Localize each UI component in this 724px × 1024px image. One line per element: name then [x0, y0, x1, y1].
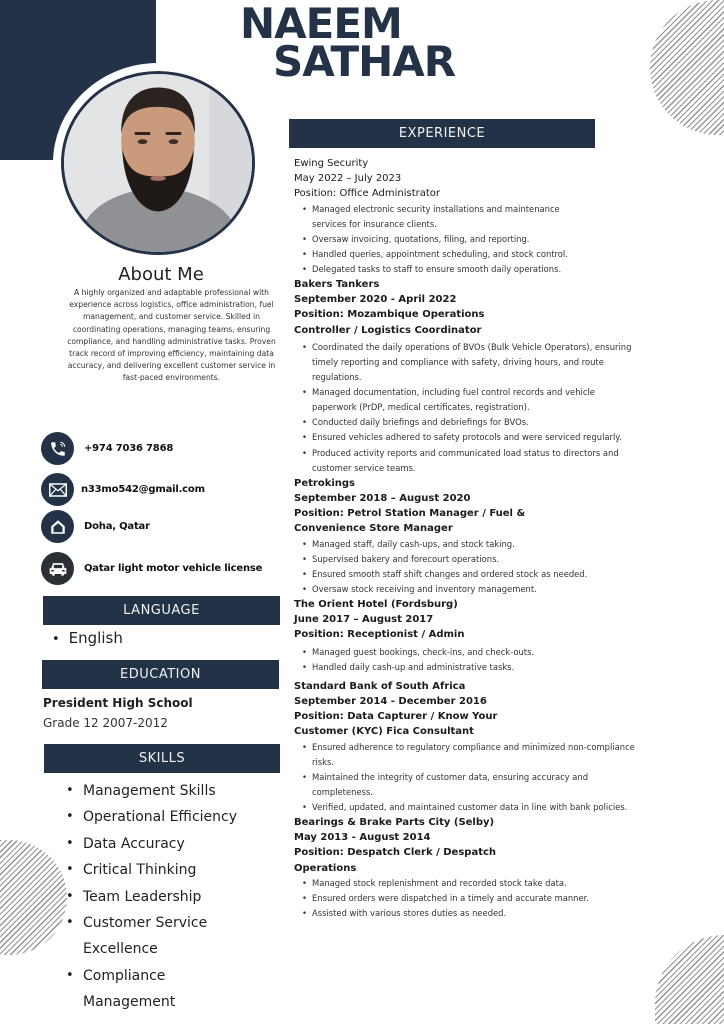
- job-dates: September 2020 - April 2022: [294, 294, 457, 306]
- contact-email-text[interactable]: n33mo542@gmail.com: [81, 484, 205, 495]
- job-company: Bakers Tankers: [294, 279, 380, 291]
- skill-item: • Operational Efficiency: [66, 804, 256, 830]
- job-bullet: • Coordinated the daily operations of BVOs (Bulk Vehicle Operators), ensuring timely reporting and compliance with safety, driving hours, and route regulations.: [302, 340, 642, 385]
- skill-item: • Data Accuracy: [66, 831, 256, 857]
- job-bullet: • Managed guest bookings, check-ins, and check-outs.: [302, 645, 642, 660]
- contact-license-text: Qatar light motor vehicle license: [84, 563, 263, 574]
- job-entry: [294, 815, 644, 921]
- job-company: The Orient Hotel (Fordsburg): [294, 598, 458, 610]
- skills-heading: SKILLS: [44, 744, 280, 773]
- profile-photo: [61, 71, 255, 255]
- last-name: SATHAR: [273, 37, 456, 86]
- contact-license: [41, 552, 262, 585]
- job-position: Position: Petrol Station Manager / Fuel & Convenience Store Manager: [294, 508, 526, 535]
- job-bullets: [302, 537, 642, 597]
- language-list: [52, 629, 123, 647]
- decorative-hatched-circle: [655, 935, 724, 1024]
- job-bullet: • Verified, updated, and maintained customer data in line with bank policies.: [302, 800, 642, 815]
- job-company: Standard Bank of South Africa: [294, 680, 466, 692]
- job-bullets: [302, 340, 642, 476]
- job-bullet: • Produced activity reports and communicated load status to directors and customer service teams.: [302, 446, 642, 476]
- skill-item: • Compliance Management: [66, 963, 206, 1016]
- job-bullet: • Managed electronic security installations and maintenance services for insurance clients.: [302, 202, 562, 232]
- job-bullet: • Handled daily cash-up and administrative tasks.: [302, 660, 642, 675]
- contact-location: [41, 510, 150, 543]
- job-bullet: • Delegated tasks to staff to ensure smooth daily operations.: [302, 262, 562, 277]
- experience-heading: EXPERIENCE: [289, 119, 595, 148]
- decorative-hatched-circle: [650, 0, 724, 135]
- about-me-heading: About Me: [118, 264, 204, 285]
- job-bullets: [302, 202, 642, 277]
- job-bullet: • Oversaw invoicing, quotations, filing, and reporting.: [302, 232, 642, 247]
- job-bullets: [302, 740, 642, 815]
- job-position: Position: Despatch Clerk / Despatch Operations: [294, 847, 497, 874]
- job-bullet: • Ensured vehicles adhered to safety protocols and were serviced regularly.: [302, 430, 622, 445]
- education-school: President High School: [43, 696, 193, 710]
- job-bullet: • Conducted daily briefings and debriefings for BVOs.: [302, 415, 642, 430]
- job-dates: June 2017 – August 2017: [294, 614, 434, 626]
- experience-list: [294, 156, 644, 921]
- job-position: Position: Mozambique Operations Controller / Logistics Coordinator: [294, 309, 485, 336]
- education-grade: Grade 12 2007-2012: [43, 716, 168, 730]
- about-me-text: A highly organized and adaptable professional with experience across logistics, office administration, fuel management, and customer service. Skilled in coordinating operations, managing teams, ensuring compliance, and handling administrative tasks. Proven track record of improving efficiency, maintaining data accuracy, and delivering excellent customer service in fast-paced environments.: [67, 288, 276, 383]
- job-position: Position: Office Administrator: [294, 188, 441, 200]
- job-bullet: • Ensured orders were dispatched in a timely and accurate manner.: [302, 891, 642, 906]
- job-bullet: • Managed documentation, including fuel control records and vehicle paperwork (PrDP, medical certificates, registration).: [302, 385, 642, 415]
- job-bullet: • Handled queries, appointment scheduling, and stock control.: [302, 247, 602, 262]
- job-dates: May 2013 - August 2014: [294, 832, 431, 844]
- job-entry: [294, 476, 644, 597]
- contact-location-text: Doha, Qatar: [84, 521, 150, 532]
- job-company: Ewing Security: [294, 158, 369, 169]
- job-position: Position: Data Capturer / Know Your Customer (KYC) Fica Consultant: [294, 711, 498, 738]
- phone-icon: [41, 432, 74, 465]
- contact-phone: [41, 432, 173, 465]
- job-dates: September 2014 - December 2016: [294, 695, 487, 707]
- job-entry: [294, 679, 644, 815]
- first-name: NAEEM: [240, 0, 402, 48]
- job-bullet: • Supervised bakery and forecourt operations.: [302, 552, 642, 567]
- job-company: Bearings & Brake Parts City (Selby): [294, 817, 495, 828]
- language-item: • English: [52, 629, 123, 647]
- decorative-hatched-circle: [0, 840, 67, 955]
- job-bullet: • Assisted with various stores duties as needed.: [302, 906, 642, 921]
- job-company: Petrokings: [294, 477, 356, 489]
- job-dates: May 2022 – July 2023: [294, 173, 402, 185]
- job-entry: [294, 597, 644, 675]
- job-bullet: • Managed staff, daily cash-ups, and stock taking.: [302, 537, 642, 552]
- skill-item: • Customer Service Excellence: [66, 910, 226, 963]
- job-entry: [294, 277, 644, 476]
- contact-phone-text[interactable]: +974 7036 7868: [84, 443, 174, 454]
- mail-icon: [41, 473, 74, 506]
- job-bullet: • Managed stock replenishment and recorded stock take data.: [302, 876, 642, 891]
- job-bullet: • Ensured smooth staff shift changes and ordered stock as needed.: [302, 567, 642, 582]
- skills-list: [66, 778, 256, 1016]
- skill-item: • Critical Thinking: [66, 857, 256, 883]
- job-bullet: • Maintained the integrity of customer data, ensuring accuracy and completeness.: [302, 770, 642, 800]
- home-icon: [41, 510, 74, 543]
- education-heading: EDUCATION: [42, 660, 279, 689]
- job-bullets: [302, 876, 642, 921]
- skill-item: • Team Leadership: [66, 884, 256, 910]
- job-position: Position: Receptionist / Admin: [294, 629, 465, 641]
- contact-email: [41, 473, 205, 506]
- job-dates: September 2018 – August 2020: [294, 492, 471, 504]
- language-heading: LANGUAGE: [43, 596, 280, 625]
- profile-photo-frame: [53, 63, 263, 263]
- job-bullets: [302, 645, 642, 675]
- person-portrait-icon: [64, 74, 252, 252]
- skill-item: • Management Skills: [66, 778, 256, 804]
- job-bullet: • Ensured adherence to regulatory compliance and minimized non-compliance risks.: [302, 740, 642, 770]
- car-icon: [41, 552, 74, 585]
- job-entry: [294, 156, 644, 277]
- job-bullet: • Oversaw stock receiving and inventory management.: [302, 582, 642, 597]
